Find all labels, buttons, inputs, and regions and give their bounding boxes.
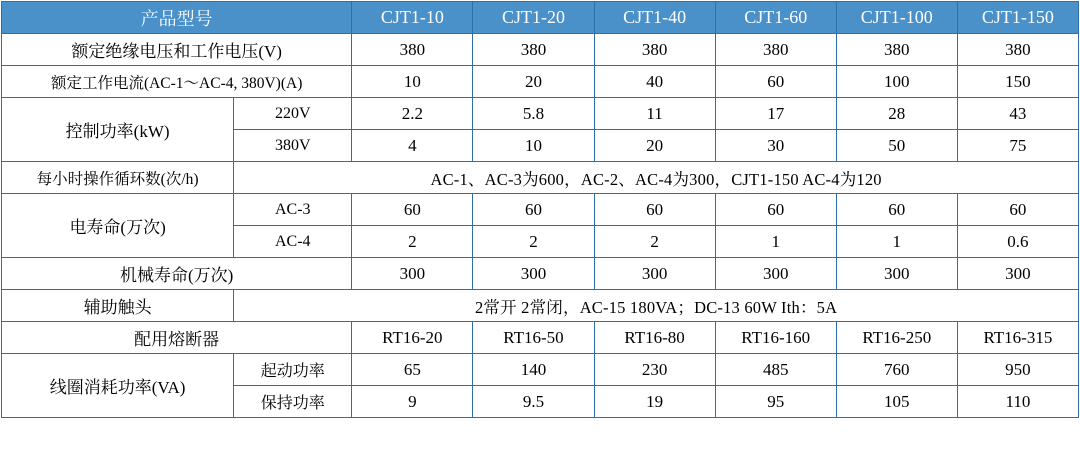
header-model-2: CJT1-20 bbox=[473, 2, 594, 34]
cell-value: 380 bbox=[473, 34, 594, 66]
header-model-1: CJT1-10 bbox=[352, 2, 473, 34]
header-model-3: CJT1-40 bbox=[594, 2, 715, 34]
cell-value: 60 bbox=[957, 194, 1078, 226]
cell-value: 1 bbox=[715, 226, 836, 258]
row-label-mechanical-life: 机械寿命(万次) bbox=[2, 258, 352, 290]
cell-value: 300 bbox=[594, 258, 715, 290]
cell-value: RT16-250 bbox=[836, 322, 957, 354]
cell-value: RT16-80 bbox=[594, 322, 715, 354]
cell-value: 60 bbox=[715, 194, 836, 226]
table-row bbox=[2, 162, 1079, 194]
cell-value: 40 bbox=[594, 66, 715, 98]
row-label-fuse: 配用熔断器 bbox=[2, 322, 352, 354]
cell-value: 75 bbox=[957, 130, 1078, 162]
row-label-auxiliary-contacts: 辅助触头 bbox=[2, 290, 234, 322]
header-model-6: CJT1-150 bbox=[957, 2, 1078, 34]
row-label-rated-voltage: 额定绝缘电压和工作电压(V) bbox=[2, 34, 352, 66]
cell-value: 20 bbox=[594, 130, 715, 162]
cell-value: 19 bbox=[594, 386, 715, 418]
cell-value: 380 bbox=[594, 34, 715, 66]
sub-label-380v: 380V bbox=[234, 130, 352, 162]
table-row bbox=[2, 66, 1079, 98]
cell-value: 950 bbox=[957, 354, 1078, 386]
cell-value: RT16-20 bbox=[352, 322, 473, 354]
cell-value: 2 bbox=[594, 226, 715, 258]
cell-value: 110 bbox=[957, 386, 1078, 418]
sub-label-hold-power: 保持功率 bbox=[234, 386, 352, 418]
cell-value: 300 bbox=[836, 258, 957, 290]
row-label-electrical-life: 电寿命(万次) bbox=[2, 194, 234, 258]
table-row bbox=[2, 194, 1079, 226]
cell-value: RT16-160 bbox=[715, 322, 836, 354]
table-row bbox=[2, 258, 1079, 290]
cell-value: 60 bbox=[715, 66, 836, 98]
cell-value: 380 bbox=[836, 34, 957, 66]
cell-value: 60 bbox=[352, 194, 473, 226]
cell-merged-operating-cycles: AC-1、AC-3为600，AC-2、AC-4为300，CJT1-150 AC-4为120 bbox=[234, 162, 1079, 194]
cell-value: 300 bbox=[957, 258, 1078, 290]
cell-value: 100 bbox=[836, 66, 957, 98]
row-label-operating-cycles: 每小时操作循环数(次/h) bbox=[2, 162, 234, 194]
cell-value: 2 bbox=[352, 226, 473, 258]
cell-value: 760 bbox=[836, 354, 957, 386]
cell-value: 5.8 bbox=[473, 98, 594, 130]
cell-value: 10 bbox=[352, 66, 473, 98]
cell-value: 2 bbox=[473, 226, 594, 258]
cell-value: 380 bbox=[715, 34, 836, 66]
cell-value: 1 bbox=[836, 226, 957, 258]
cell-value: 380 bbox=[957, 34, 1078, 66]
table-row bbox=[2, 322, 1079, 354]
cell-value: 60 bbox=[836, 194, 957, 226]
table-row bbox=[2, 290, 1079, 322]
row-label-coil-power: 线圈消耗功率(VA) bbox=[2, 354, 234, 418]
cell-value: 28 bbox=[836, 98, 957, 130]
row-label-rated-current: 额定工作电流(AC-1～AC-4, 380V)(A) bbox=[2, 66, 352, 98]
cell-value: 65 bbox=[352, 354, 473, 386]
cell-value: 4 bbox=[352, 130, 473, 162]
cell-value: 380 bbox=[352, 34, 473, 66]
cell-value: 30 bbox=[715, 130, 836, 162]
cell-value: 300 bbox=[715, 258, 836, 290]
cell-value: 105 bbox=[836, 386, 957, 418]
sub-label-ac3: AC-3 bbox=[234, 194, 352, 226]
sub-label-ac4: AC-4 bbox=[234, 226, 352, 258]
cell-value: 17 bbox=[715, 98, 836, 130]
cell-value: 230 bbox=[594, 354, 715, 386]
cell-value: 43 bbox=[957, 98, 1078, 130]
row-label-control-power: 控制功率(kW) bbox=[2, 98, 234, 162]
specification-table bbox=[1, 1, 1079, 418]
header-model-4: CJT1-60 bbox=[715, 2, 836, 34]
cell-value: 485 bbox=[715, 354, 836, 386]
cell-value: 95 bbox=[715, 386, 836, 418]
table-row bbox=[2, 34, 1079, 66]
cell-value: 300 bbox=[352, 258, 473, 290]
table-row bbox=[2, 354, 1079, 386]
cell-value: 11 bbox=[594, 98, 715, 130]
header-model-5: CJT1-100 bbox=[836, 2, 957, 34]
header-product-model: 产品型号 bbox=[2, 2, 352, 34]
cell-value: 10 bbox=[473, 130, 594, 162]
sub-label-start-power: 起动功率 bbox=[234, 354, 352, 386]
cell-value: 60 bbox=[594, 194, 715, 226]
cell-value: RT16-50 bbox=[473, 322, 594, 354]
cell-merged-auxiliary-contacts: 2常开 2常闭，AC-15 180VA；DC-13 60W Ith：5A bbox=[234, 290, 1079, 322]
cell-value: RT16-315 bbox=[957, 322, 1078, 354]
cell-value: 60 bbox=[473, 194, 594, 226]
table-row bbox=[2, 98, 1079, 130]
cell-value: 20 bbox=[473, 66, 594, 98]
cell-value: 0.6 bbox=[957, 226, 1078, 258]
cell-value: 50 bbox=[836, 130, 957, 162]
cell-value: 2.2 bbox=[352, 98, 473, 130]
sub-label-220v: 220V bbox=[234, 98, 352, 130]
cell-value: 9 bbox=[352, 386, 473, 418]
cell-value: 300 bbox=[473, 258, 594, 290]
cell-value: 9.5 bbox=[473, 386, 594, 418]
cell-value: 150 bbox=[957, 66, 1078, 98]
table-header-row bbox=[2, 2, 1079, 34]
cell-value: 140 bbox=[473, 354, 594, 386]
